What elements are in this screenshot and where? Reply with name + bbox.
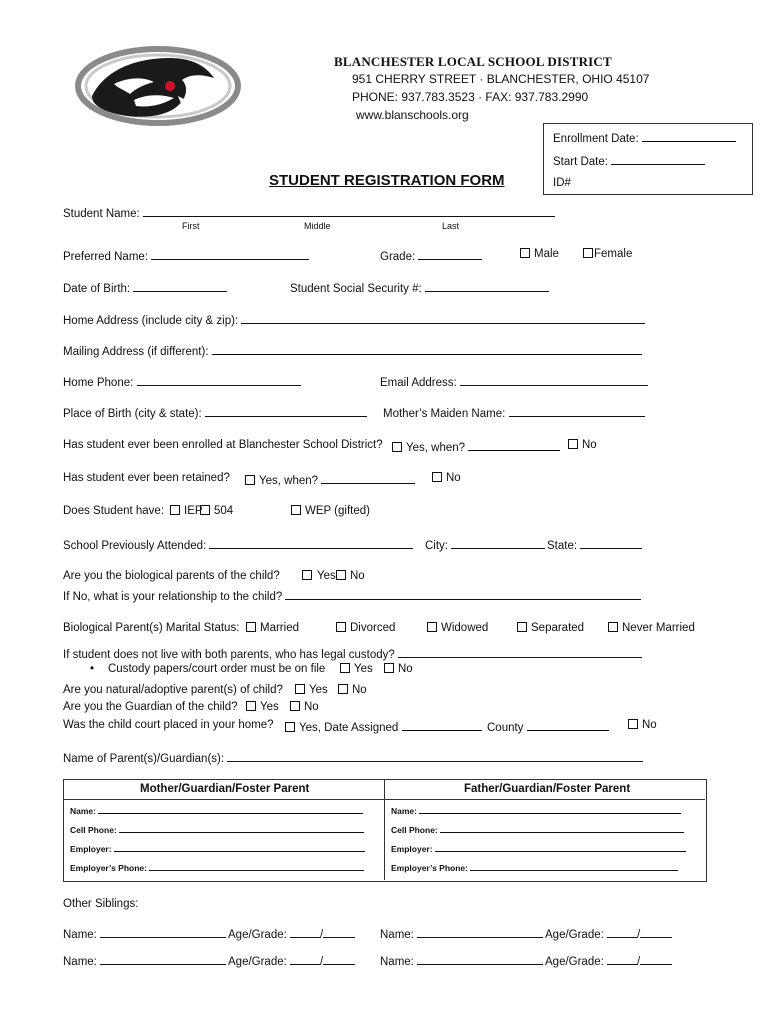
parent-table-divider	[384, 779, 385, 880]
maiden-name-label: Mother’s Maiden Name:	[383, 408, 506, 420]
retained-no-option[interactable]	[432, 472, 461, 484]
iep-label: IEP	[184, 505, 203, 517]
dob-field[interactable]	[63, 280, 227, 295]
email-label: Email Address:	[380, 377, 457, 389]
home-address-label: Home Address (include city & zip):	[63, 315, 239, 327]
checkbox-icon	[246, 701, 256, 711]
checkbox-icon	[517, 622, 527, 632]
bullet-icon: •	[90, 663, 95, 675]
sibling-age-label: Age/Grade:	[545, 929, 604, 941]
mother-employer-field[interactable]	[70, 843, 365, 854]
slash-label: /	[320, 956, 324, 968]
checkbox-icon	[336, 570, 346, 580]
iep-checkbox[interactable]	[170, 505, 203, 517]
divorced-label: Divorced	[350, 622, 396, 634]
yes-when-label: Yes, when?	[259, 475, 319, 487]
sibling-age-label: Age/Grade:	[228, 956, 287, 968]
city-label: City:	[425, 540, 448, 552]
sibling-1-age-field[interactable]	[228, 926, 355, 941]
checkbox-icon	[384, 663, 394, 673]
mother-employer-phone-field[interactable]	[70, 862, 364, 873]
maiden-name-field[interactable]	[383, 405, 645, 420]
parent-table-header-divider	[63, 799, 705, 800]
guardian-no-option[interactable]	[290, 701, 319, 713]
checkbox-icon	[245, 475, 255, 485]
father-employer-field[interactable]	[391, 843, 686, 854]
no-label: No	[582, 439, 597, 451]
guardian-question: Are you the Guardian of the child?	[63, 701, 238, 713]
slash-label: /	[320, 929, 324, 941]
grade-label: Grade:	[380, 251, 416, 263]
female-checkbox[interactable]	[583, 248, 632, 260]
widowed-label: Widowed	[441, 622, 489, 634]
mailing-address-field[interactable]	[63, 343, 642, 358]
marital-status-label: Biological Parent(s) Marital Status:	[63, 622, 240, 634]
mother-column-header: Mother/Guardian/Foster Parent	[140, 783, 310, 795]
no-label: No	[398, 663, 413, 675]
checkbox-icon	[392, 442, 402, 452]
checkbox-icon	[336, 622, 346, 632]
court-no-option[interactable]	[628, 719, 657, 731]
id-label: ID#	[553, 177, 571, 189]
enrolled-yes-option[interactable]	[392, 439, 560, 454]
checkbox-icon	[338, 684, 348, 694]
sibling-1-name-field[interactable]	[63, 926, 226, 941]
custody-label: If student does not live with both parents, who has legal custody?	[63, 649, 395, 661]
father-employer-label: Employer:	[391, 844, 433, 854]
bio-no-option[interactable]	[336, 570, 365, 582]
checkbox-icon	[432, 472, 442, 482]
last-caption: Last	[442, 221, 460, 231]
never-married-checkbox[interactable]	[608, 622, 695, 634]
no-label: No	[352, 684, 367, 696]
grade-field[interactable]	[380, 248, 482, 263]
slash-label: /	[637, 929, 641, 941]
relationship-label: If No, what is your relationship to the child?	[63, 591, 283, 603]
wep-checkbox[interactable]	[291, 505, 370, 517]
no-label: No	[446, 472, 461, 484]
custody-field[interactable]	[63, 646, 642, 661]
enrolled-no-option[interactable]	[568, 439, 597, 451]
mother-name-field[interactable]	[70, 805, 363, 816]
preferred-name-field[interactable]	[63, 248, 309, 263]
prev-state-field[interactable]	[547, 537, 642, 552]
prev-city-field[interactable]	[425, 537, 545, 552]
custody-papers-label: Custody papers/court order must be on file	[108, 663, 326, 675]
checkbox-icon	[290, 701, 300, 711]
custody-no-option[interactable]	[384, 663, 413, 675]
sibling-3-name-field[interactable]	[63, 953, 226, 968]
checkbox-icon	[170, 505, 180, 515]
siblings-title: Other Siblings:	[63, 898, 139, 910]
yes-label: Yes	[317, 570, 336, 582]
sibling-age-label: Age/Grade:	[228, 929, 287, 941]
checkbox-icon	[302, 570, 312, 580]
start-date-field[interactable]	[553, 153, 705, 168]
parents-names-label: Name of Parent(s)/Guardian(s):	[63, 753, 225, 765]
guardian-yes-option[interactable]	[246, 701, 279, 713]
checkbox-icon	[427, 622, 437, 632]
yes-label: Yes	[260, 701, 279, 713]
start-date-label: Start Date:	[553, 156, 608, 168]
father-cell-field[interactable]	[391, 824, 684, 835]
504-checkbox[interactable]	[200, 505, 233, 517]
natural-adoptive-question: Are you natural/adoptive parent(s) of child?	[63, 684, 283, 696]
ssn-label: Student Social Security #:	[290, 283, 422, 295]
mother-employer-phone-label: Employer’s Phone:	[70, 863, 147, 873]
sibling-age-label: Age/Grade:	[545, 956, 604, 968]
checkbox-icon	[628, 719, 638, 729]
natural-no-option[interactable]	[338, 684, 367, 696]
district-phone: PHONE: 937.783.3523 · FAX: 937.783.2990	[352, 90, 589, 104]
mother-employer-label: Employer:	[70, 844, 112, 854]
place-of-birth-field[interactable]	[63, 405, 367, 420]
sibling-name-label: Name:	[63, 929, 97, 941]
yes-label: Yes	[309, 684, 328, 696]
separated-checkbox[interactable]	[517, 622, 584, 634]
sibling-4-name-field[interactable]	[380, 953, 543, 968]
sibling-name-label: Name:	[380, 929, 414, 941]
mother-cell-label: Cell Phone:	[70, 825, 117, 835]
district-name: BLANCHESTER LOCAL SCHOOL DISTRICT	[334, 54, 612, 69]
separated-label: Separated	[531, 622, 585, 634]
district-website: www.blanschools.org	[356, 108, 469, 122]
checkbox-icon	[246, 622, 256, 632]
no-label: No	[350, 570, 365, 582]
checkbox-icon	[583, 248, 593, 258]
divorced-checkbox[interactable]	[336, 622, 395, 634]
father-name-label: Name:	[391, 806, 417, 816]
widowed-checkbox[interactable]	[427, 622, 488, 634]
father-cell-label: Cell Phone:	[391, 825, 438, 835]
wep-label: WEP (gifted)	[305, 505, 370, 517]
no-label: No	[304, 701, 319, 713]
student-name-field[interactable]	[63, 205, 555, 220]
married-label: Married	[260, 622, 299, 634]
email-field[interactable]	[380, 374, 648, 389]
middle-caption: Middle	[304, 221, 331, 231]
sibling-3-age-field[interactable]	[228, 953, 355, 968]
father-column-header: Father/Guardian/Foster Parent	[464, 783, 631, 795]
dob-label: Date of Birth:	[63, 283, 131, 295]
relationship-field[interactable]	[63, 588, 641, 603]
father-employer-phone-label: Employer’s Phone:	[391, 863, 468, 873]
district-address: 951 CHERRY STREET · BLANCHESTER, OHIO 45107	[352, 72, 650, 86]
enrollment-date-field[interactable]	[553, 130, 736, 145]
first-caption: First	[182, 221, 200, 231]
enrolled-question-label: Has student ever been enrolled at Blanchester School District?	[63, 439, 383, 451]
sibling-4-age-field[interactable]	[545, 953, 672, 968]
yes-when-label: Yes, when?	[406, 442, 466, 454]
never-married-label: Never Married	[622, 622, 695, 634]
checkbox-icon	[608, 622, 618, 632]
no-label: No	[642, 719, 657, 731]
bio-yes-option[interactable]	[302, 570, 336, 582]
sibling-name-label: Name:	[63, 956, 97, 968]
court-county-field[interactable]	[487, 719, 609, 734]
preferred-name-label: Preferred Name:	[63, 251, 149, 263]
county-label: County	[487, 722, 524, 734]
mother-cell-field[interactable]	[70, 824, 364, 835]
yes-label: Yes	[354, 663, 373, 675]
sibling-2-name-field[interactable]	[380, 926, 543, 941]
yes-date-assigned-label: Yes, Date Assigned	[299, 722, 399, 734]
checkbox-icon	[340, 663, 350, 673]
sibling-name-label: Name:	[380, 956, 414, 968]
court-yes-option[interactable]	[285, 719, 482, 734]
father-employer-phone-field[interactable]	[391, 862, 678, 873]
does-student-have-label: Does Student have:	[63, 505, 165, 517]
checkbox-icon	[568, 439, 578, 449]
parents-names-field[interactable]	[63, 750, 643, 765]
court-placed-question: Was the child court placed in your home?	[63, 719, 274, 731]
state-label: State:	[547, 540, 578, 552]
retained-question: Has student ever been retained?	[63, 472, 230, 484]
ssn-field[interactable]	[290, 280, 549, 295]
home-address-field[interactable]	[63, 312, 645, 327]
slash-label: /	[637, 956, 641, 968]
checkbox-icon	[285, 722, 295, 732]
sibling-2-age-field[interactable]	[545, 926, 672, 941]
male-label: Male	[534, 248, 559, 260]
enrollment-date-label: Enrollment Date:	[553, 133, 639, 145]
mailing-address-label: Mailing Address (if different):	[63, 346, 209, 358]
place-of-birth-label: Place of Birth (city & state):	[63, 408, 202, 420]
checkbox-icon	[520, 248, 530, 258]
father-name-field[interactable]	[391, 805, 681, 816]
home-phone-label: Home Phone:	[63, 377, 134, 389]
504-label: 504	[214, 505, 234, 517]
mother-name-label: Name:	[70, 806, 96, 816]
student-name-label: Student Name:	[63, 208, 140, 220]
form-title: STUDENT REGISTRATION FORM	[269, 172, 505, 189]
prev-school-field[interactable]	[63, 537, 413, 552]
checkbox-icon	[295, 684, 305, 694]
retained-yes-option[interactable]	[245, 472, 415, 487]
home-phone-field[interactable]	[63, 374, 301, 389]
natural-yes-option[interactable]	[295, 684, 328, 696]
enrolled-question	[63, 439, 383, 451]
female-label: Female	[594, 248, 633, 260]
prev-school-label: School Previously Attended:	[63, 540, 207, 552]
bio-parents-question: Are you the biological parents of the child?	[63, 570, 280, 582]
checkbox-icon	[291, 505, 301, 515]
married-checkbox[interactable]	[246, 622, 299, 634]
school-logo	[74, 44, 242, 128]
male-checkbox[interactable]	[520, 248, 559, 260]
custody-yes-option[interactable]	[340, 663, 373, 675]
checkbox-icon	[200, 505, 210, 515]
